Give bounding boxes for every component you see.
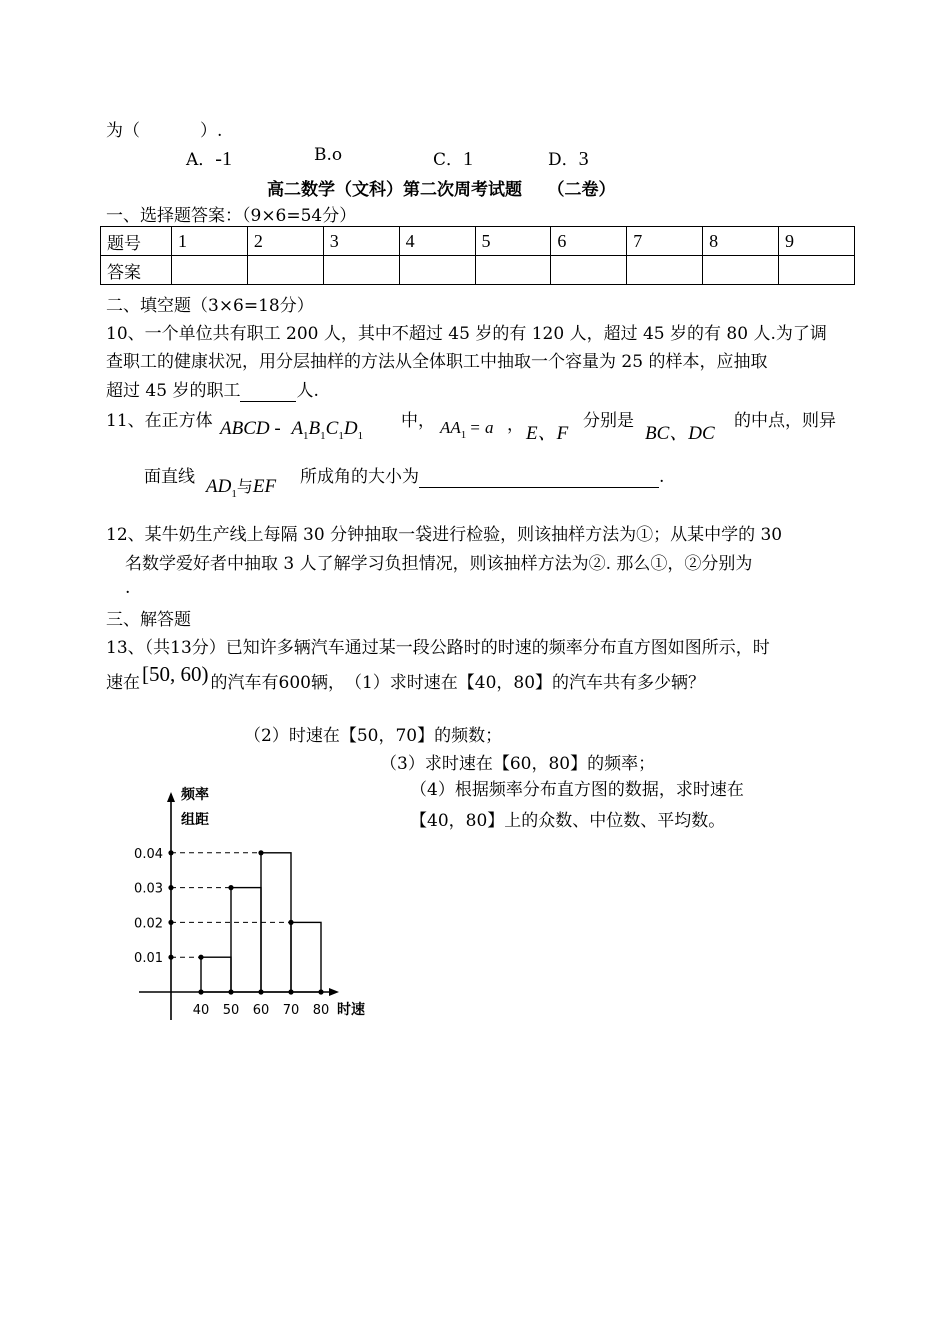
y-tick-label: 0.01 [134, 951, 163, 967]
q11-comma: ， [507, 415, 524, 435]
table-cell: 8 [703, 227, 779, 256]
y-axis-label-top: 频率 [181, 787, 209, 803]
x-tick-dot [288, 989, 293, 994]
histogram-bar [231, 888, 261, 992]
histogram-bar [291, 922, 321, 992]
table-cell: 7 [627, 227, 703, 256]
table-row [101, 227, 855, 256]
section-solve-heading: 三、解答题 [106, 610, 191, 630]
q10-answer-blank[interactable] [240, 381, 296, 402]
y-tick-dot [168, 955, 173, 960]
x-tick-dot [198, 989, 203, 994]
y-tick-dot [168, 885, 173, 890]
option-d: D．3 [548, 148, 589, 170]
answer-cell[interactable] [551, 256, 627, 285]
q11-line2-end: 所成角的大小为 . [300, 467, 665, 487]
q11-zhong: 中， [401, 411, 435, 431]
q10-line1: 10、一个单位共有职工 200 人，其中不超过 45 岁的有 120 人，超过 45 岁的有 80 人.为了调 [106, 324, 827, 344]
table-row [101, 256, 855, 285]
q11-line2-start: 面直线 [144, 467, 195, 487]
bar-corner-dot [198, 955, 203, 960]
option-a: A．-1 [186, 148, 232, 170]
x-axis-label: 时速 [337, 1002, 365, 1018]
row-label-answer: 答案 [101, 256, 172, 285]
x-tick-label: 50 [222, 1003, 240, 1018]
x-tick-label: 80 [312, 1003, 330, 1018]
q12-line2: 名数学爱好者中抽取 3 人了解学习负担情况，则该抽样方法为②. 那么①，②分别为 [125, 554, 753, 574]
q10-line2: 查职工的健康状况，用分层抽样的方法从全体职工中抽取一个容量为 25 的样本，应抽取 [106, 352, 768, 372]
prev-question-stem: 为（ ）. [106, 121, 223, 141]
y-tick-label: 0.02 [134, 916, 163, 932]
q13-part3: （3）求时速在【60，80】的频率； [380, 754, 656, 774]
frequency-histogram [125, 780, 385, 1030]
x-tick-label: 40 [192, 1003, 210, 1018]
table-cell: 6 [551, 227, 627, 256]
row-label-number: 题号 [101, 227, 172, 256]
answer-table [100, 226, 855, 285]
answer-cell[interactable] [172, 256, 248, 285]
answer-cell[interactable] [399, 256, 475, 285]
answer-cell[interactable] [627, 256, 703, 285]
answer-cell[interactable] [323, 256, 399, 285]
q11-segments: BC、DC [645, 423, 715, 444]
y-tick-label: 0.03 [134, 881, 163, 897]
q13-part2: （2）时速在【50，70】的频数； [244, 726, 503, 746]
bar-corner-dot [288, 920, 293, 925]
x-tick-dot [258, 989, 263, 994]
q11-lines: $AD_1$与EF [206, 476, 277, 500]
answer-cell[interactable] [703, 256, 779, 285]
answer-cell[interactable] [779, 256, 855, 285]
q11-prefix: 11、在正方体 [106, 411, 213, 431]
answer-cell[interactable] [247, 256, 323, 285]
table-cell: 1 [172, 227, 248, 256]
histogram-bar [201, 957, 231, 992]
bar-corner-dot [228, 885, 233, 890]
y-tick-dot [168, 920, 173, 925]
x-tick-dot [228, 989, 233, 994]
section-fill-heading: 二、填空题（3×6=18分） [106, 296, 314, 316]
exam-title: 高二数学（文科）第二次周考试题 （二卷） [267, 180, 616, 200]
q11-answer-blank[interactable] [419, 467, 659, 488]
q10-line3: 超过 45 岁的职工 人. [106, 381, 319, 401]
q11-points-ef: E、F [526, 423, 569, 444]
q12-line3: . [125, 578, 131, 598]
option-b: B.o [314, 145, 343, 165]
q11-fenbie: 分别是 [583, 411, 634, 431]
answer-cell[interactable] [475, 256, 551, 285]
y-tick-label: 0.04 [134, 846, 163, 862]
y-tick-dot [168, 850, 173, 855]
section-choice-heading: 一、选择题答案：（9×6=54分） [106, 206, 357, 226]
q13-line2: 速在[50, 60) 的汽车有600辆， （1）求时速在【40，80】的汽车共有多少辆？ [106, 662, 706, 693]
x-axis-arrow [329, 988, 339, 996]
q11-edge-eq: $AA_1 = a$ [440, 418, 494, 441]
table-cell: 3 [323, 227, 399, 256]
table-cell: 5 [475, 227, 551, 256]
table-cell: 2 [247, 227, 323, 256]
y-axis-label-bottom: 组距 [181, 812, 209, 828]
q11-cube-name: ABCD - $A_1B_1C_1D_1$ [220, 418, 364, 442]
x-tick-label: 60 [252, 1003, 270, 1018]
q13-part4a: （4）根据频率分布直方图的数据，求时速在 [410, 780, 744, 800]
q13-part4b: 【40，80】上的众数、中位数、平均数。 [410, 811, 726, 831]
q13-line1: 13、（共13分）已知许多辆汽车通过某一段公路时的时速的频率分布直方图如图所示，时 [106, 638, 770, 658]
bar-corner-dot [258, 850, 263, 855]
q11-zhongdian: 的中点，则异 [734, 411, 836, 431]
q12-line1: 12、某牛奶生产线上每隔 30 分钟抽取一袋进行检验，则该抽样方法为①；从某中学的 30 [106, 525, 783, 545]
x-tick-label: 70 [282, 1003, 300, 1018]
table-cell: 9 [779, 227, 855, 256]
table-cell: 4 [399, 227, 475, 256]
option-c: C．1 [433, 148, 474, 170]
y-axis-arrow [167, 792, 175, 802]
x-tick-dot [318, 989, 323, 994]
